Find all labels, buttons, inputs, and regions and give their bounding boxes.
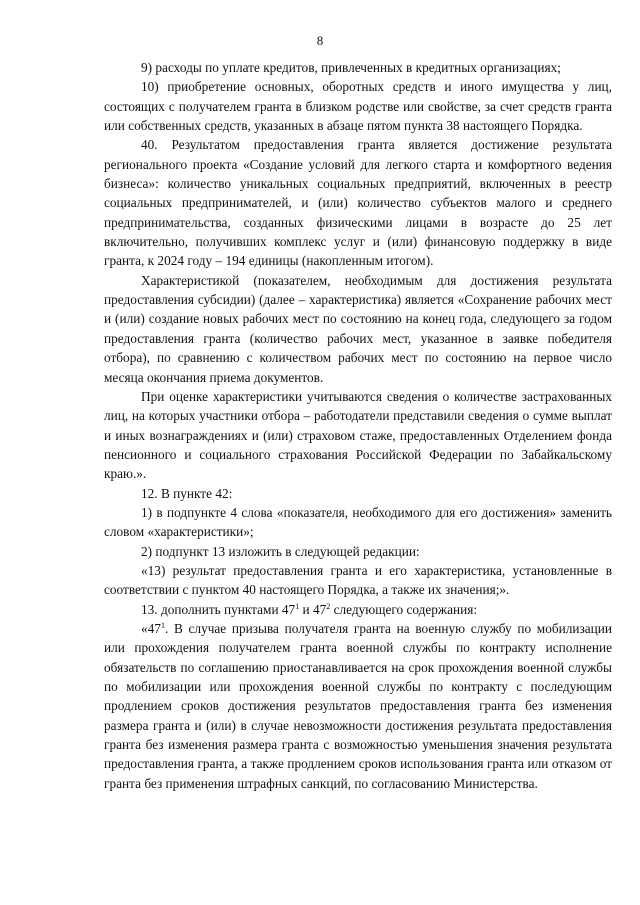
paragraph-subitem-13-text: «13) результат предоставления гранта и его характеристика, установленные в соответствии с пунктом 40 настоящего Порядка, а также их значения;».: [104, 562, 612, 598]
item47-before: «47: [141, 620, 161, 636]
paragraph-point-40: 40. Результатом предоставления гранта является достижение результата регионального проекта «Создание условий для легкого старта и комфортного ведения бизнеса»: количество уникальных социальных предприятий, включенных в реестр социальных предпринимателей, и (или) количество субъектов малого и среднего предпринимательства, созданных физическими лицами в возрасте до 25 лет включительно, получивших комплекс услуг и (или) финансовую поддержку в виде гранта, к 2024 году – 194 единицы (накопленным итогом).: [104, 137, 612, 269]
paragraph-subitem-2: 2) подпункт 13 изложить в следующей редакции:: [141, 543, 420, 559]
paragraph-item-9: 9) расходы по уплате кредитов, привлеченных в кредитных организациях;: [141, 60, 561, 75]
item13-middle: и 47: [299, 601, 327, 617]
page-number: 8: [316, 33, 324, 48]
paragraph-item-12: 12. В пункте 42:: [141, 485, 233, 501]
paragraph-characteristic: Характеристикой (показателем, необходимым для достижения результата предоставления субсидии) (далее – характеристика) является «Сохранение рабочих мест и (или) создание новых рабочих мест по состоянию на конец года, следующего за годом предоставления гранта (количество рабочих мест, указанное в заявке победителя отбора), по сравнению с количеством рабочих мест по состоянию на первое число месяца окончания приема документов.: [104, 272, 612, 385]
item47-after: . В случае призыва получателя гранта на военную службу по мобилизации или прохождения получателем гранта военной службы по контракту исполнение обязательств по соглашению приостанавливается на срок прохождения военной службы по мобилизации или прохождения военной службы по контракту с последующим продлением сроков достижения результатов предоставления гранта без изменения размера гранта и (или) в случае невозможности достижения результата предоставления гранта без изменения размера гранта с возможностью уменьшения значения результата предоставления гранта, а также продлением сроков использования гранта или отказом от гранта без применения штрафных санкций, по согласованию Министерства.: [104, 620, 612, 791]
item13-sup-2: 2: [326, 601, 331, 611]
paragraph-subitem-1: 1) в подпункте 4 слова «показателя, необходимого для его достижения» заменить словом «характеристики»;: [104, 504, 612, 540]
item13-before: 13. дополнить пунктами 47: [141, 601, 296, 617]
paragraph-item-10: 10) приобретение основных, оборотных средств и иного имущества у лиц, состоящих с получателем гранта в близком родстве или свойстве, за счет средств гранта или собственных средств, указанных в абзаце пятом пункта 38 настоящего Порядка.: [104, 79, 612, 134]
item47-sup: 1: [160, 620, 165, 630]
item13-after: следующего содержания:: [330, 601, 478, 617]
paragraph-item-13: [104, 600, 612, 619]
item13-sup-1: 1: [295, 601, 300, 611]
paragraph-evaluation: При оценке характеристики учитываются сведения о количестве застрахованных лиц, на которых участники отбора – работодатели представили сведения о сумме выплат и иных вознаграждениях и (или) страховом стаже, предоставленных Отделением фонда пенсионного и социального страхования Российской Федерации по Забайкальскому краю.».: [104, 388, 612, 482]
document-body: [104, 58, 612, 793]
paragraph-point-47-1: [104, 619, 612, 793]
